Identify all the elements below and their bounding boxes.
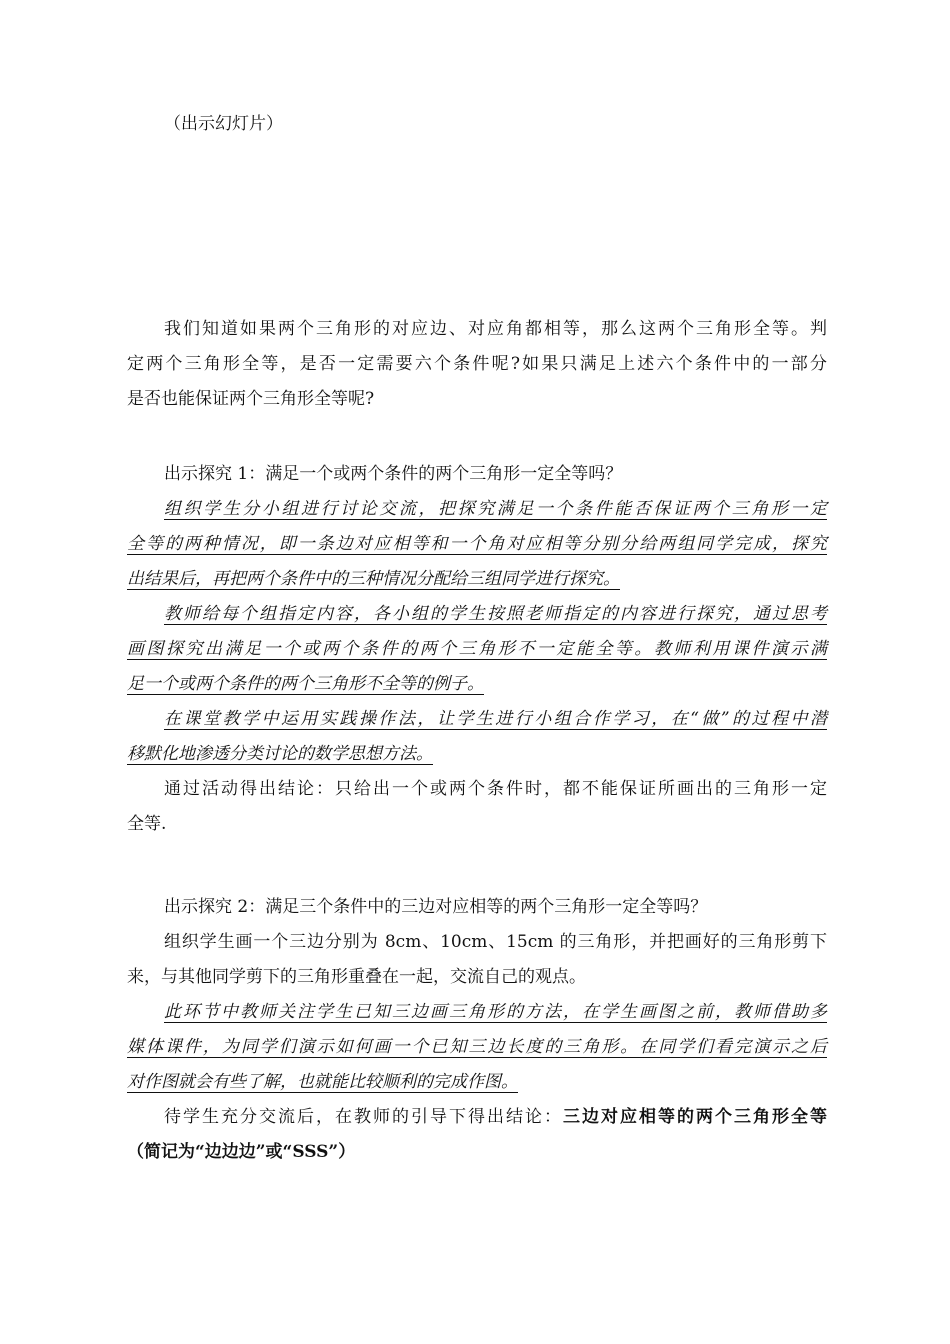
- explore1-conclusion-line: 通过活动得出结论：只给出一个或两个条件时，都不能保证所画出的三角形一定: [164, 779, 827, 799]
- explore1-note1-line: 全等的两种情况，即一条边对应相等和一个角对应相等分别分给两组同学完成，探究: [127, 534, 827, 554]
- explore1-conclusion-line: 全等.: [127, 814, 167, 834]
- explore2-conclusion-prefix: 待学生充分交流后，在教师的引导下得出结论：: [164, 1107, 563, 1127]
- intro-line: 是否也能保证两个三角形全等呢?: [127, 389, 375, 409]
- explore1-note3-line: 在课堂教学中运用实践操作法，让学生进行小组合作学习，在“做”的过程中潜: [164, 709, 827, 729]
- explore1-note2-line: 画图探究出满足一个或两个条件的两个三角形不一定能全等。教师利用课件演示满: [127, 639, 827, 659]
- intro-line: 定两个三角形全等，是否一定需要六个条件呢?如果只满足上述六个条件中的一部分: [127, 354, 827, 374]
- explore2-activity-line: 组织学生画一个三边分别为 8cm、10cm、15cm 的三角形，并把画好的三角形剪下: [164, 932, 827, 952]
- explore1-section: [127, 457, 827, 842]
- slide-note-paragraph: [127, 107, 827, 142]
- explore1-note1-line: 组织学生分小组进行讨论交流，把探究满足一个条件能否保证两个三角形一定: [164, 499, 827, 519]
- explore2-conclusion-bold-line2: （简记为“边边边”或“SSS”）: [127, 1142, 356, 1162]
- explore1-note2-line: 足一个或两个条件的两个三角形不全等的例子。: [127, 674, 484, 694]
- explore1-title: 出示探究 1：满足一个或两个条件的两个三角形一定全等吗？: [164, 464, 623, 484]
- intro-paragraph: [127, 312, 827, 417]
- explore2-activity-line: 来，与其他同学剪下的三角形重叠在一起，交流自己的观点。: [127, 967, 586, 987]
- explore2-note-line: 媒体课件，为同学们演示如何画一个已知三边长度的三角形。在同学们看完演示之后: [127, 1037, 827, 1057]
- explore2-conclusion-bold: 三边对应相等的两个三角形全等: [563, 1107, 827, 1127]
- explore2-conclusion-line: [127, 1100, 827, 1135]
- explore2-section: [127, 890, 827, 1170]
- slide-note: （出示幻灯片）: [164, 114, 283, 134]
- explore1-note1-line: 出结果后，再把两个条件中的三种情况分配给三组同学进行探究。: [127, 569, 620, 589]
- explore2-note-line: 此环节中教师关注学生已知三边画三角形的方法，在学生画图之前，教师借助多: [164, 1002, 827, 1022]
- explore1-note2-line: 教师给每个组指定内容，各小组的学生按照老师指定的内容进行探究，通过思考: [164, 604, 827, 624]
- explore2-title: 出示探究 2：满足三个条件中的三边对应相等的两个三角形一定全等吗？: [164, 897, 708, 917]
- explore1-note3-line: 移默化地渗透分类讨论的数学思想方法。: [127, 744, 433, 764]
- explore2-note-line: 对作图就会有些了解，也就能比较顺利的完成作图。: [127, 1072, 518, 1092]
- intro-line: 我们知道如果两个三角形的对应边、对应角都相等，那么这两个三角形全等。判: [164, 319, 827, 339]
